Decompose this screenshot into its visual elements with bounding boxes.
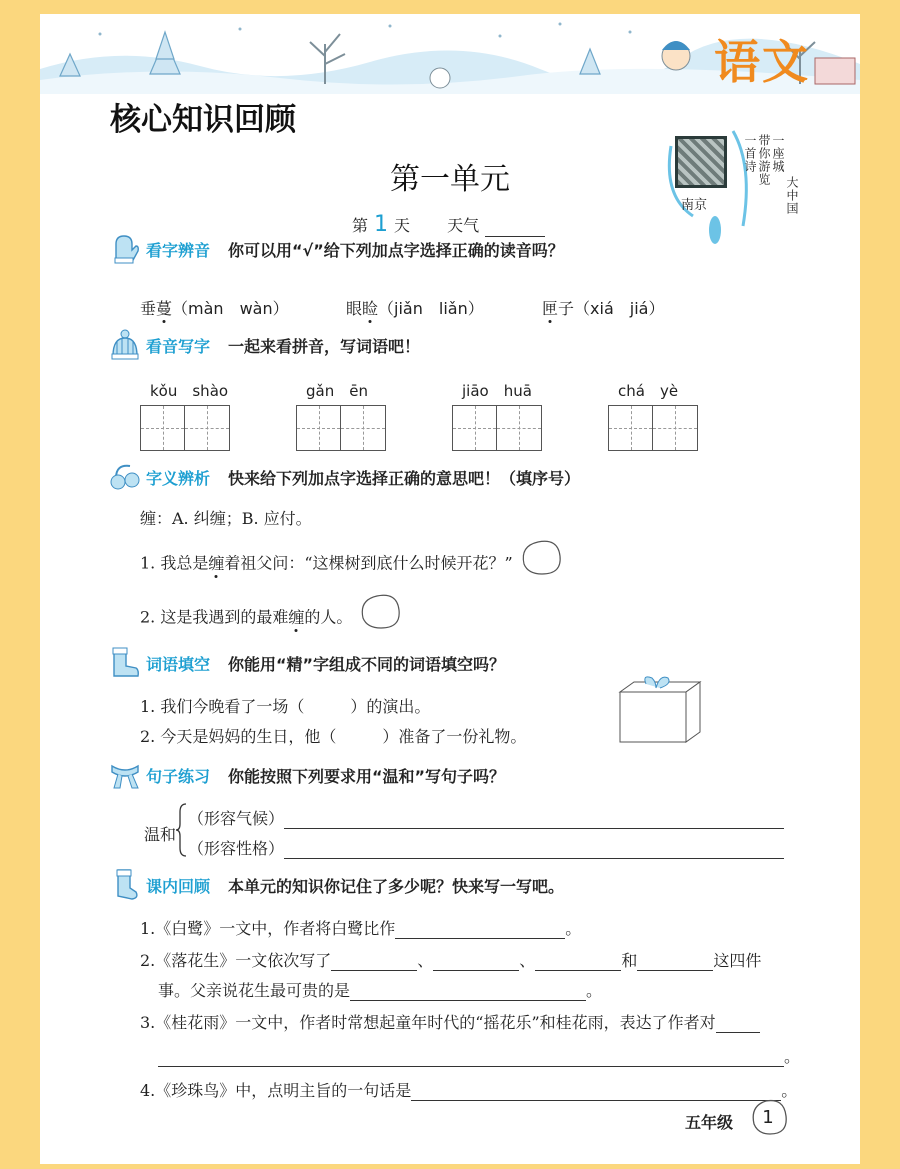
section-fill-words: 词语填空 你能用“精”字组成不同的词语填空吗？ [108,646,505,680]
weather-label: 天气 [447,216,480,235]
earmuffs-icon [108,460,142,494]
sentence-req-2: （形容性格） [188,836,784,859]
review-question-3: 3.《桂花雨》一文中，作者时常想起童年时代的“摇花乐”和桂花雨，表达了作者对 [140,1010,760,1033]
scarf-icon [108,758,142,792]
section-write-words: 看音写字 一起来看拼音，写词语吧！ [108,328,420,362]
knit-hat-icon [108,328,142,362]
snowball-answer-1[interactable] [518,536,564,578]
qr-code-block: 南京 一首诗 带你游览 一座城 大中国 [663,126,803,256]
unit-title: 第一单元 [390,162,510,197]
section-meaning: 字义辨析 快来给下列加点字选择正确的意思吧！（填序号） [108,460,580,494]
qr-code-image[interactable] [675,136,727,188]
boot-icon [108,646,142,680]
sock-icon [108,868,142,902]
writing-box-1: kǒu shào [140,380,230,451]
review-question-2-cont: 事。父亲说花生最可贵的是 。 [158,981,603,1000]
section-review: 课内回顾 本单元的知识你记住了多少呢？快来写一写吧。 [108,868,564,902]
pron-item-1[interactable]: 垂蔓（màn wàn） [140,299,289,318]
writing-box-2: gǎn ēn [296,380,386,451]
page-number: 1 [762,1107,774,1128]
sentence-blank-1[interactable] [284,813,784,829]
sentence-blank-2[interactable] [284,843,784,859]
qr-city-label: 南京 [681,198,708,213]
mitten-icon [108,232,142,266]
subject-title: 语文 [714,35,810,89]
writing-box-3: jiāo huā [452,380,542,451]
writing-box-4: chá yè [608,380,698,451]
meaning-question-2: 2. 这是我遇到的最难缠的人。 [140,604,403,632]
fill-question-2: 2. 今天是妈妈的生日，他（ ）准备了一份礼物。 [140,727,527,746]
review-question-2: 2.《落花生》一文依次写了 、 、 和 这四件 [140,951,762,970]
core-knowledge-title: 核心知识回顾 [110,102,296,138]
section-pronunciation: 看字辨音 你可以用“√”给下列加点字选择正确的读音吗？ [108,232,564,266]
sentence-word: 温和 [144,825,177,844]
review-question-1: 1.《白鹭》一文中，作者将白鹭比作 。 [140,919,582,938]
pron-item-2[interactable]: 眼睑（jiǎn liǎn） [346,299,484,318]
grade-label: 五年级 [685,1113,734,1132]
snowball-answer-2[interactable] [357,590,403,632]
meaning-question-1: 1. 我总是缠着祖父问：“这棵树到底什么时候开花？” [140,550,564,578]
fill-question-1: 1. 我们今晚看了一场（ ）的演出。 [140,697,431,716]
day-weather-line: 第 1 天 天气 [352,212,545,237]
review-question-4: 4.《珍珠鸟》中，点明主旨的一句话是 。 [140,1081,798,1100]
review-blank-1[interactable] [395,923,565,939]
review-question-3-cont: 。 [158,1044,800,1067]
day-number: 1 [374,212,389,237]
meaning-options: 缠：A. 纠缠；B. 应付。 [140,509,312,528]
brace-icon [174,802,188,858]
sentence-req-1: （形容气候） [188,806,784,829]
section-sentence: 句子练习 你能按照下列要求用“温和”写句子吗？ [108,758,505,792]
pron-item-3[interactable]: 匣子（xiá jiá） [542,299,665,318]
worksheet-page [40,14,860,1164]
page-number-badge [748,1096,790,1138]
gift-box-illustration [616,674,704,744]
